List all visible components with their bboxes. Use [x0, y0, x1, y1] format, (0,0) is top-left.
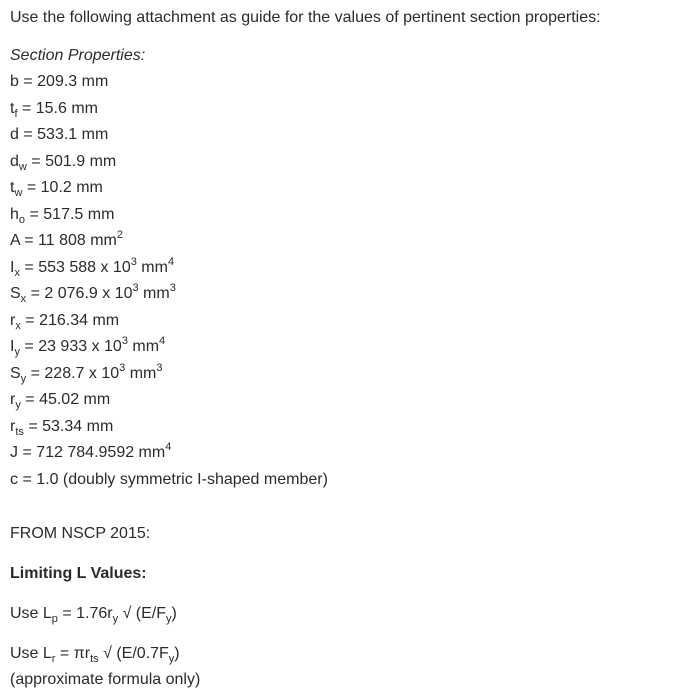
property-row: $I_y = 23$ 933 x $10^3$ $mm^4$: [10, 335, 166, 358]
section-properties-heading: Section Properties:: [10, 47, 146, 64]
limiting-heading: Limiting L Values:: [10, 565, 147, 582]
property-row: d = 533.1 mm: [10, 126, 109, 143]
property-row: $t_w = 10.2$ mm: [10, 179, 103, 199]
approx-note: (approximate formula only): [10, 671, 201, 688]
property-row: c = 1.0 (doubly symmetric I-shaped member): [10, 470, 328, 488]
property-row: $S_x = 2$ 076.9 x $10^3$ $mm^3$: [10, 282, 176, 305]
property-row: A = 11 808 $mm^2$: [10, 229, 124, 249]
lr-formula: Use $L_r = \pi r_{ts}$ √ $(E/0.7F_y)$: [10, 645, 180, 665]
property-row: $r_y = 45.02$ mm: [10, 391, 111, 411]
property-row: b = 209.3 mm: [10, 73, 109, 90]
lp-formula: Use $L_p = 1.76r_y$ √ $(E/F_y)$: [10, 605, 177, 625]
property-row: $h_o = 517.5$ mm: [10, 205, 115, 226]
property-row: $d_w = 501.9$ mm: [10, 152, 117, 173]
intro-text: Use the following attachment as guide for the values of pertinent section properties:: [10, 9, 601, 26]
property-row: $r_{ts} = 53.34$ mm: [10, 417, 114, 438]
nscp-heading: FROM NSCP 2015:: [10, 525, 151, 542]
property-row: $t_f = 15.6$ mm: [10, 99, 98, 120]
property-row: $S_y = 228.7$ x $10^3$ $mm^3$: [10, 361, 163, 385]
property-row: J = 712 784.9592 $mm^4$: [10, 441, 172, 461]
property-row: $I_x = 553$ 588 x $10^3$ $mm^4$: [10, 255, 175, 279]
property-row: $r_x = 216.34$ mm: [10, 311, 120, 332]
